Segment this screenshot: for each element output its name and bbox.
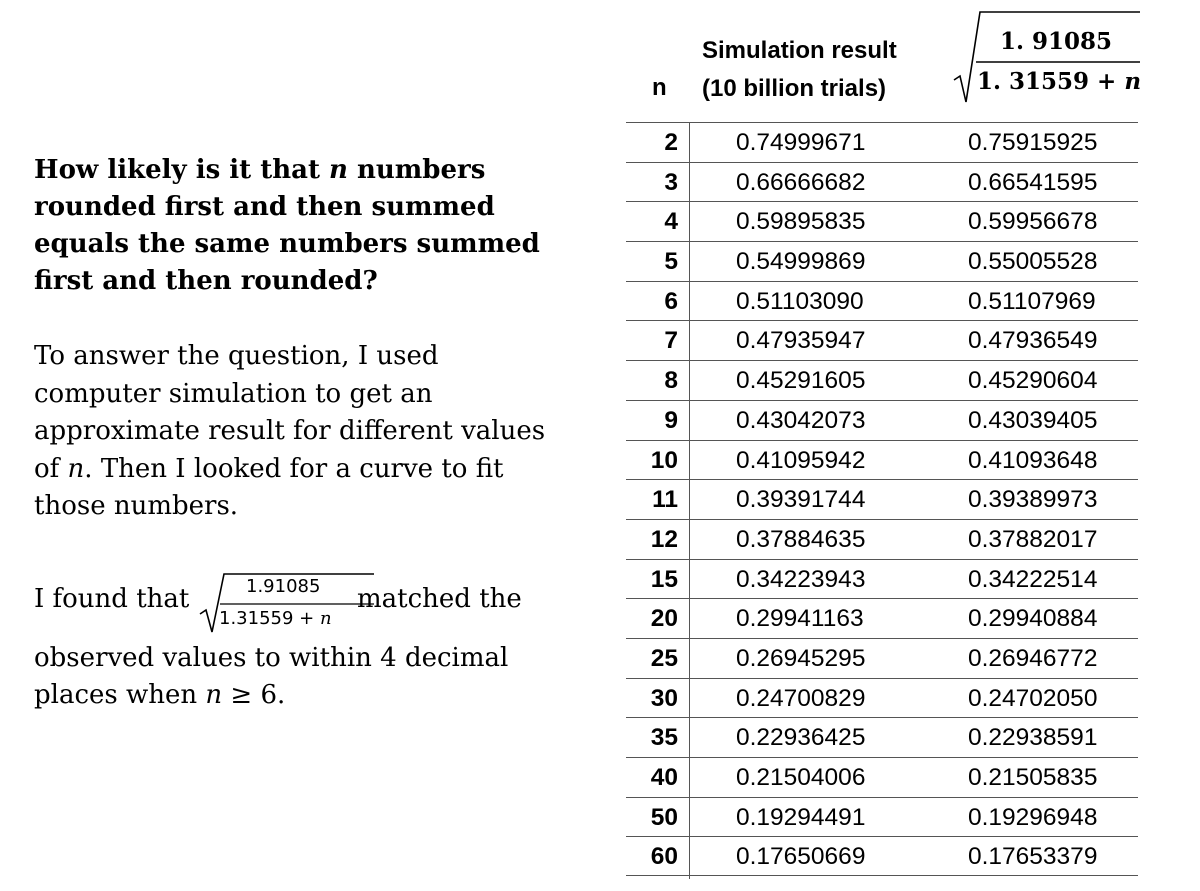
cell-n: 6: [664, 287, 678, 315]
table-row: [626, 638, 1138, 678]
cell-formula-value: 0.51107969: [968, 287, 1096, 315]
cell-formula-value: 0.17653379: [968, 843, 1098, 871]
cell-simulation: 0.37884635: [736, 525, 866, 553]
cell-formula-value: 0.29940884: [968, 605, 1098, 633]
cell-formula-value: 0.47936549: [968, 327, 1098, 355]
formula-numerator: 1.91085: [246, 576, 321, 597]
table-row: [626, 757, 1138, 797]
cell-n: 3: [664, 168, 678, 196]
found-text: I found that: [34, 584, 190, 614]
cell-formula-value: 0.37882017: [968, 525, 1098, 553]
cell-formula-value: 0.22938591: [968, 724, 1098, 752]
inline-formula: [198, 572, 378, 634]
found-formula-line: [34, 572, 574, 634]
formula-denominator: 1. 31559 + n: [977, 68, 1142, 95]
cell-formula-value: 0.26946772: [968, 644, 1098, 672]
cell-n: 25: [650, 644, 678, 672]
table-row: [626, 598, 1138, 638]
table-row: [626, 400, 1138, 440]
cell-n: 11: [652, 486, 678, 514]
cell-n: 4: [664, 208, 678, 236]
cell-n: 8: [664, 367, 678, 395]
table-row: [626, 717, 1138, 757]
cell-simulation: 0.43042073: [736, 406, 866, 434]
cell-simulation: 0.34223943: [736, 565, 866, 593]
cell-n: 30: [650, 684, 678, 712]
cell-simulation: 0.22936425: [736, 724, 866, 752]
table-row: [626, 241, 1138, 281]
cell-simulation: 0.54999869: [736, 248, 866, 276]
cell-formula-value: 0.66541595: [968, 168, 1098, 196]
cell-n: 9: [664, 406, 678, 434]
cell-n: 40: [650, 764, 678, 791]
cell-formula-value: 0.45290604: [968, 367, 1098, 395]
table-row: [626, 797, 1138, 837]
formula-denominator: 1.31559 + n: [219, 608, 332, 629]
cell-n: 2: [664, 129, 678, 156]
cell-formula-value: 0.21505835: [968, 764, 1098, 791]
table-row: [626, 519, 1138, 559]
cell-simulation: 0.17650669: [736, 843, 866, 871]
conclusion-text: observed values to within 4 decimal places when n ≥ 6.: [34, 643, 509, 710]
cell-n: 5: [664, 248, 678, 276]
cell-simulation: 0.66666682: [736, 168, 866, 196]
cell-simulation: 0.19294491: [736, 803, 866, 831]
cell-formula-value: 0.59956678: [968, 208, 1098, 236]
column-header-simulation: Simulation result (10 billion trials): [702, 37, 897, 102]
cell-n: 20: [650, 605, 678, 633]
cell-formula-value: 0.55005528: [968, 248, 1098, 276]
table-row: [626, 281, 1138, 321]
cell-simulation: 0.74999671: [736, 129, 866, 156]
variable-n: n: [329, 155, 348, 185]
cell-formula-value: 0.41093648: [968, 446, 1098, 474]
cell-formula-value: 0.43039405: [968, 406, 1098, 434]
cell-simulation: 0.21504006: [736, 764, 866, 791]
cell-n: 12: [650, 525, 678, 553]
cell-n: 50: [650, 803, 678, 831]
table-row: [626, 440, 1138, 480]
cell-simulation: 0.51103090: [736, 287, 864, 315]
cell-simulation: 0.29941163: [736, 605, 864, 633]
cell-n: 15: [650, 565, 678, 593]
cell-n: 60: [650, 843, 678, 871]
cell-simulation: 0.45291605: [736, 367, 866, 395]
table-row: [626, 162, 1138, 202]
cell-simulation: 0.59895835: [736, 208, 866, 236]
cell-simulation: 0.41095942: [736, 446, 866, 474]
cell-formula-value: 0.19296948: [968, 803, 1098, 831]
method-paragraph: To answer the question, I used computer simulation to get an approximate result for different values of n. Then I looked for a curve to fit those numbers.: [34, 341, 546, 521]
formula-numerator: 1. 91085: [1000, 28, 1113, 55]
cell-formula-value: 0.39389973: [968, 486, 1098, 514]
table-row: [626, 836, 1138, 876]
cell-formula-value: 0.75915925: [968, 129, 1098, 156]
table-row: [626, 122, 1138, 162]
table-row: [626, 320, 1138, 360]
variable-n: n: [205, 680, 223, 710]
cell-n: 7: [664, 327, 678, 355]
matched-text: matched the: [357, 584, 522, 614]
table-row: [626, 559, 1138, 599]
cell-n: 35: [650, 724, 678, 752]
table-row: [626, 360, 1138, 400]
cell-formula-value: 0.24702050: [968, 684, 1098, 712]
table-row: [626, 678, 1138, 718]
table-body: [626, 122, 1138, 876]
cell-formula-value: 0.34222514: [968, 565, 1098, 593]
question-heading: How likely is it that n numbers rounded first and then summed equals the same numbers summed first and then rounded?: [34, 155, 540, 296]
table-row: [626, 201, 1138, 241]
cell-simulation: 0.39391744: [736, 486, 866, 514]
results-table: [626, 0, 1142, 891]
cell-simulation: 0.47935947: [736, 327, 866, 355]
variable-n: n: [67, 453, 85, 484]
column-header-n: n: [652, 74, 667, 101]
column-header-formula: [952, 8, 1142, 104]
cell-simulation: 0.26945295: [736, 644, 866, 672]
table-row: [626, 479, 1138, 519]
cell-n: 10: [650, 446, 678, 474]
cell-simulation: 0.24700829: [736, 684, 866, 712]
